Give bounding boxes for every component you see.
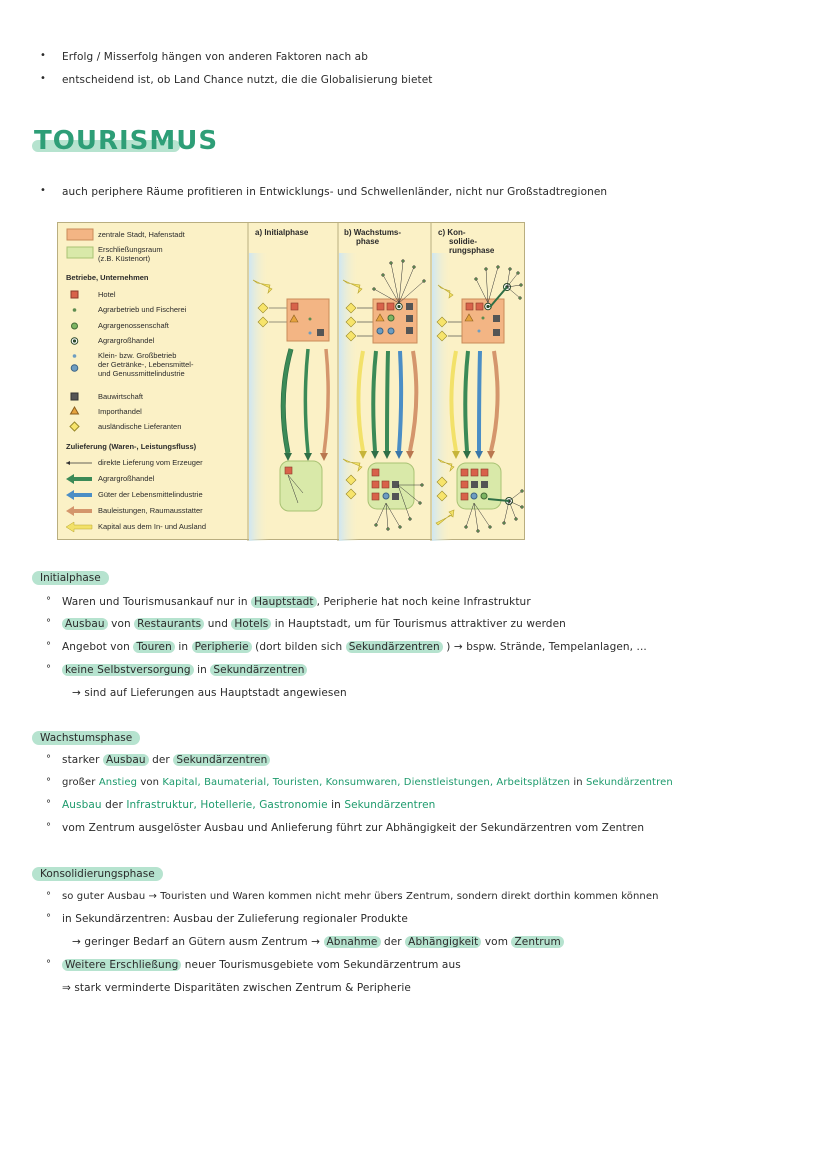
growth-line-1: starker Ausbau der Sekundärzentren bbox=[62, 754, 270, 766]
growth-line-4: vom Zentrum ausgelöster Ausbau und Anlieferung führt zur Abhängigkeit der Sekundärzentren vom Zentren bbox=[62, 822, 645, 834]
consol-line-4: Weitere Erschließung neuer Tourismusgebiete vom Sekundärzentrum aus bbox=[62, 959, 461, 971]
consol-line-5: ⇒ stark verminderte Disparitäten zwischen Zentrum & Peripherie bbox=[62, 982, 411, 994]
intro-bullet-2: entscheidend ist, ob Land Chance nutzt, die die Globalisierung bietet bbox=[62, 74, 433, 86]
legend-arrow-food: Güter der Lebensmittelindustrie bbox=[98, 490, 203, 499]
bullet-circle: ° bbox=[46, 641, 51, 652]
legend-access-area-sub: (z.B. Küstenort) bbox=[98, 254, 151, 263]
legend-direct: direkte Lieferung vom Erzeuger bbox=[98, 458, 203, 467]
bullet-circle: ° bbox=[46, 664, 51, 675]
bullet-circle: ° bbox=[46, 822, 51, 833]
legend-central-city: zentrale Stadt, Hafenstadt bbox=[98, 230, 185, 239]
intro-bullet-1: Erfolg / Misserfolg hängen von anderen Faktoren nach ab bbox=[62, 51, 368, 63]
growth-line-2: großer Anstieg von Kapital, Baumaterial, Touristen, Konsumwaren, Dienstleistungen, Arbeitsplätzen in Sekundärzentren bbox=[62, 777, 673, 788]
legend-companies-title: Betriebe, Unternehmen bbox=[66, 273, 149, 282]
legend-arrow-agrar: Agrargroßhandel bbox=[98, 474, 155, 483]
phase-a-title: a) Initialphase bbox=[255, 228, 309, 237]
lead-bullet: auch periphere Räume profitieren in Entwicklungs- und Schwellenländer, nicht nur Großstadtregionen bbox=[62, 186, 608, 198]
section-heading-consol: Konsolidierungsphase bbox=[32, 867, 163, 881]
bullet-dot: • bbox=[40, 185, 46, 196]
phase-c-title-2: solidie- bbox=[449, 237, 478, 246]
bullet-circle: ° bbox=[46, 618, 51, 629]
growth-line-3: Ausbau der Infrastruktur, Hotellerie, Gastronomie in Sekundärzentren bbox=[62, 799, 436, 811]
initial-line-2: Ausbau von Restaurants und Hotels in Hauptstadt, um für Tourismus attraktiver zu werden bbox=[62, 618, 566, 630]
bullet-circle: ° bbox=[46, 777, 51, 788]
legend-bau: Bauwirtschaft bbox=[98, 392, 144, 401]
consol-line-3: → geringer Bedarf an Gütern ausm Zentrum → Abnahme der Abhängigkeit vom Zentrum bbox=[72, 936, 564, 948]
page-title: TOURISMUS bbox=[34, 126, 219, 156]
initial-line-4: keine Selbstversorgung in Sekundärzentren bbox=[62, 664, 307, 676]
legend-agrar-fisch: Agrarbetrieb und Fischerei bbox=[98, 305, 187, 314]
tourism-phases-diagram bbox=[57, 222, 525, 540]
bullet-circle: ° bbox=[46, 891, 51, 902]
legend-agrar-gross: Agrargroßhandel bbox=[98, 336, 155, 345]
legend-supply-title: Zulieferung (Waren-, Leistungsfluss) bbox=[66, 442, 197, 451]
legend-klein-gross-3: und Genussmittelindustrie bbox=[98, 369, 185, 378]
bullet-dot: • bbox=[40, 50, 46, 61]
bullet-circle: ° bbox=[46, 913, 51, 924]
bullet-circle: ° bbox=[46, 754, 51, 765]
legend-import: Importhandel bbox=[98, 407, 142, 416]
legend-arrow-kapital: Kapital aus dem In- und Ausland bbox=[98, 522, 206, 531]
section-heading-growth: Wachstumsphase bbox=[32, 731, 140, 745]
phase-c-title-3: rungsphase bbox=[449, 246, 495, 255]
bullet-dot: • bbox=[40, 73, 46, 84]
bullet-circle: ° bbox=[46, 959, 51, 970]
consol-line-1: so guter Ausbau → Touristen und Waren kommen nicht mehr übers Zentrum, sondern direkt dorthin kommen können bbox=[62, 891, 659, 902]
legend-access-area: Erschließungsraum bbox=[98, 245, 163, 254]
section-heading-initial: Initialphase bbox=[32, 571, 109, 585]
phase-b-title-1: b) Wachstums- bbox=[344, 228, 402, 237]
legend-arrow-bau: Bauleistungen, Raumausstatter bbox=[98, 506, 203, 515]
phase-c-title-1: c) Kon- bbox=[438, 228, 466, 237]
bullet-circle: ° bbox=[46, 799, 51, 810]
legend-ausl: ausländische Lieferanten bbox=[98, 422, 182, 431]
legend-agrar-genossen: Agrargenossenschaft bbox=[98, 321, 169, 330]
initial-line-3: Angebot von Touren in Peripherie (dort bilden sich Sekundärzentren ) → bspw. Strände, Tempelanlagen, ... bbox=[62, 641, 647, 653]
initial-line-5: → sind auf Lieferungen aus Hauptstadt angewiesen bbox=[72, 687, 347, 699]
phase-b-title-2: phase bbox=[356, 237, 380, 246]
legend-klein-gross-2: der Getränke-, Lebensmittel- bbox=[98, 360, 194, 369]
bullet-circle: ° bbox=[46, 596, 51, 607]
initial-line-1: Waren und Tourismusankauf nur in Hauptstadt , Peripherie hat noch keine Infrastruktur bbox=[62, 596, 531, 608]
consol-line-2: in Sekundärzentren: Ausbau der Zulieferung regionaler Produkte bbox=[62, 913, 408, 925]
legend-klein-gross-1: Klein- bzw. Großbetrieb bbox=[98, 351, 177, 360]
legend-hotel: Hotel bbox=[98, 290, 116, 299]
